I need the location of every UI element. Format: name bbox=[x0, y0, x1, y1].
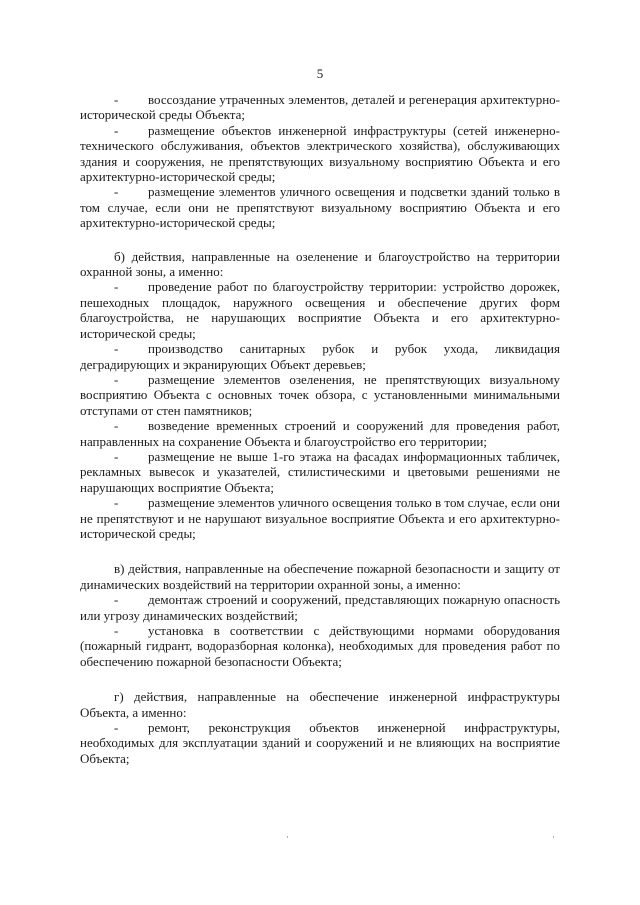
list-dash: - bbox=[114, 122, 119, 138]
list-dash: - bbox=[114, 371, 119, 387]
list-dash: - bbox=[114, 92, 119, 107]
list-item bbox=[80, 495, 560, 541]
list-item bbox=[80, 123, 560, 185]
list-dash: - bbox=[114, 418, 119, 434]
list-item-text: воссоздание утраченных элементов, деталей и регенерация архитектурно-исторической среды Объекта; bbox=[80, 92, 560, 123]
list-item bbox=[80, 341, 560, 372]
paragraph-gap bbox=[80, 231, 560, 249]
list-item-text: установка в соответствии с действующими нормами оборудования (пожарный гидрант, водоразборная колонка), необходимых для проведения работ по обеспечению пожарной безопасности Объекта; bbox=[80, 623, 560, 669]
section-heading: б) действия, направленные на озеленение и благоустройство на территории охранной зоны, а именно: bbox=[80, 248, 560, 280]
scan-artifact: · bbox=[552, 832, 555, 842]
document-body bbox=[80, 92, 560, 766]
list-item bbox=[80, 418, 560, 449]
page-number: 5 bbox=[316, 66, 324, 81]
list-item-text: размещение элементов уличного освещения и подсветки зданий только в том случае, если они не препятствуют визуальному восприятию Объекта и его архитектурно-исторической среды; bbox=[80, 184, 560, 231]
list-item bbox=[80, 592, 560, 623]
list-item bbox=[80, 279, 560, 341]
section-heading: в) действия, направленные на обеспечение пожарной безопасности и защиту от динамических воздействий на территории охранной зоны, а именно: bbox=[80, 561, 560, 592]
list-item bbox=[80, 372, 560, 418]
scan-artifact: · bbox=[286, 832, 289, 842]
list-item bbox=[80, 449, 560, 495]
list-item bbox=[80, 184, 560, 230]
list-dash: - bbox=[114, 279, 119, 295]
list-dash: - bbox=[114, 720, 119, 736]
section-heading: г) действия, направленные на обеспечение инженерной инфраструктуры Объекта, а именно: bbox=[80, 689, 560, 720]
list-item-text: размещение не выше 1-го этажа на фасадах информационных табличек, рекламных вывесок и указателей, стилистическими и цветовыми решениями не нарушающих восприятие Объекта; bbox=[80, 448, 560, 495]
list-item-text: размещение элементов озеленения, не препятствующих визуальному восприятию Объекта с основных точек обзора, с установленными минимальными отступами от стен памятников; bbox=[80, 371, 560, 418]
list-item-text: проведение работ по благоустройству территории: устройство дорожек, пешеходных площадок, наружного освещения и обеспечение других форм благоустройства, не нарушающих восприятие Объекта и его архитектурно-исторической среды; bbox=[80, 279, 560, 341]
list-item-text: возведение временных строений и сооружений для проведения работ, направленных на сохранение Объекта и благоустройство его территории; bbox=[80, 418, 560, 449]
list-item-text: демонтаж строений и сооружений, представляющих пожарную опасность или угрозу динамических воздействий; bbox=[80, 592, 560, 623]
list-dash: - bbox=[114, 592, 119, 608]
list-dash: - bbox=[114, 623, 119, 638]
list-item bbox=[80, 623, 560, 669]
paragraph-gap bbox=[80, 669, 560, 689]
list-item bbox=[80, 92, 560, 123]
list-item bbox=[80, 720, 560, 766]
list-item-text: ремонт, реконструкция объектов инженерной инфраструктуры, необходимых для эксплуатации зданий и сооружений и не влияющих на восприятие Объекта; bbox=[80, 720, 560, 766]
list-dash: - bbox=[114, 341, 119, 357]
list-dash: - bbox=[114, 184, 119, 200]
list-item-text: размещение объектов инженерной инфраструктуры (сетей инженерно- технического обслуживания, объектов электрического хозяйства), обслуживающих здания и сооружения, не препятствующих визуальному восприятию Объекта и его архитектурно-исторической среды; bbox=[80, 122, 560, 185]
paragraph-gap bbox=[80, 541, 560, 561]
list-dash: - bbox=[114, 448, 119, 464]
list-item-text: производство санитарных рубок и рубок ухода, ликвидация деградирующих и экранирующих Объект деревьев; bbox=[80, 341, 560, 372]
list-item-text: размещение элементов уличного освещения только в том случае, если они не препятствуют и не нарушают визуальное восприятие Объекта и его архитектурно-исторической среды; bbox=[80, 495, 560, 541]
list-dash: - bbox=[114, 495, 119, 511]
